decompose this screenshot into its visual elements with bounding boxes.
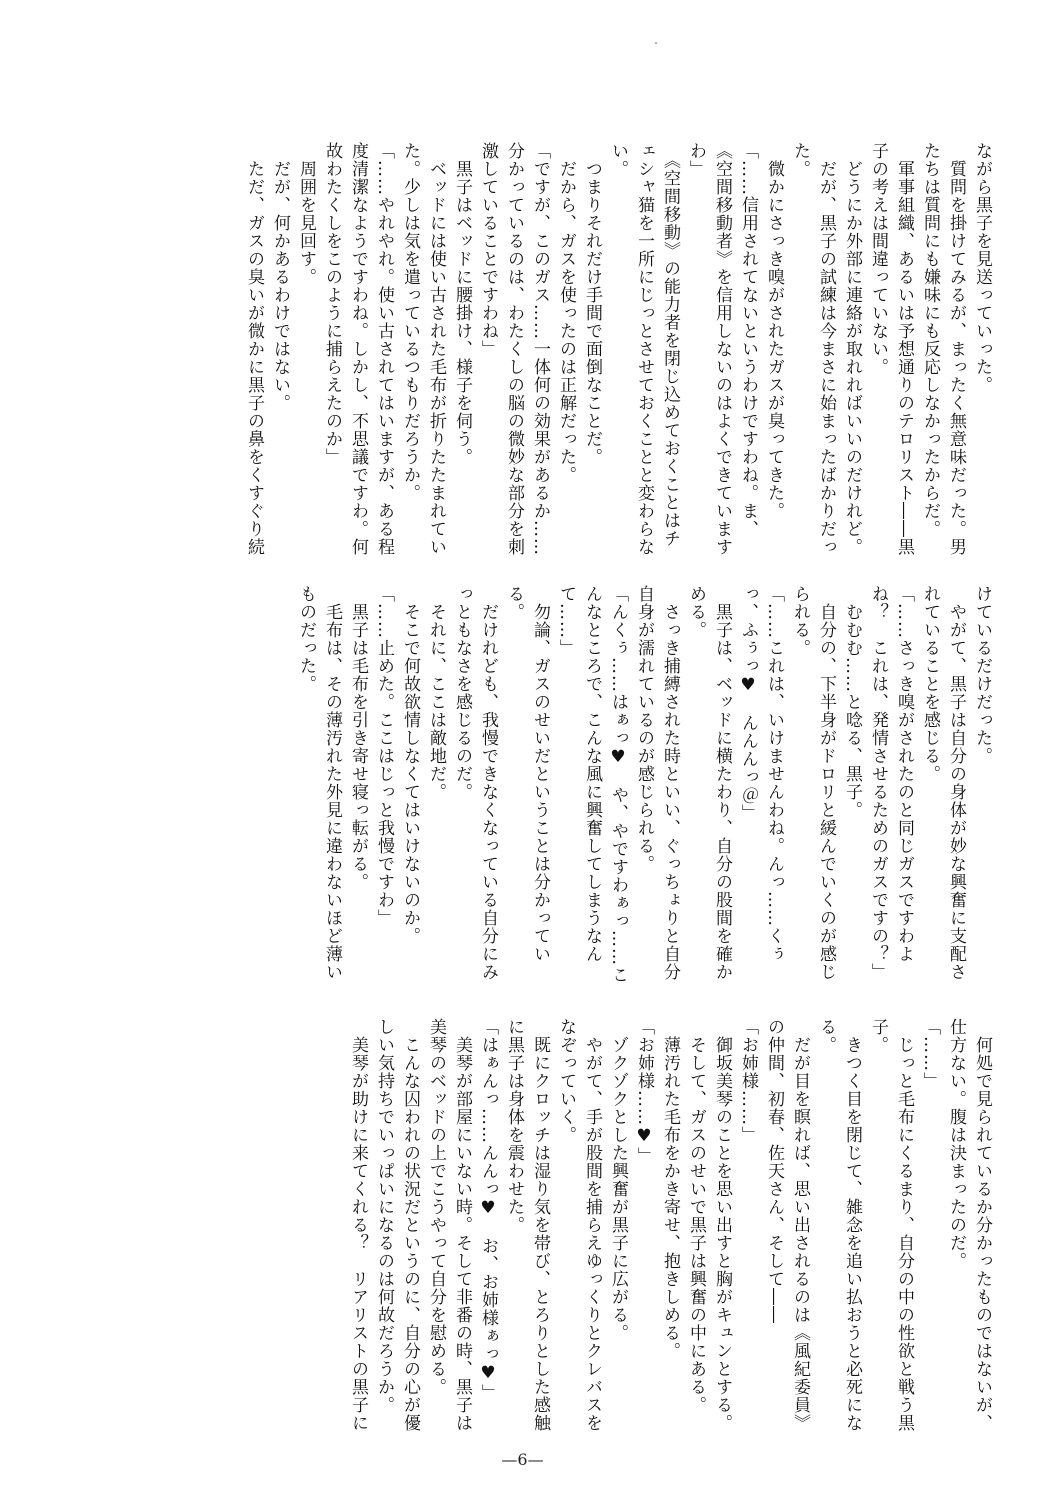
paragraph: どうにか外部に連絡が取れればいいのだけれど。 — [842, 142, 862, 556]
paragraph: 「んくぅ……はぁっ♥ や、やですわぁっ……こんなところで、こんな風に興奮してしまうなんて……」 — [556, 585, 628, 984]
paragraph: 「……信用されてないというわけですわね。ま、《空間移動者》を信用しないのはよくできていますわ」 — [686, 142, 758, 556]
paragraph: 勿論、ガスのせいだということは分かっている。 — [504, 585, 550, 963]
paragraph: やがて、黒子は自分の身体が妙な興奮に支配されていることを感じる。 — [920, 585, 966, 981]
paragraph: 「……これは、いけませんわね。んっ……くぅっ、ふぅっ♥ んんんっ＠」 — [738, 585, 784, 963]
paragraph: じっと毛布にくるまり、自分の中の性欲と戦う黒子。 — [868, 1018, 914, 1432]
paragraph: こんな囚われの状況だというのに、自分の心が優しい気持ちでいっぱいになるのは何故だろうか。 — [374, 1018, 420, 1432]
paragraph: けているだけだった。 — [972, 585, 992, 765]
paragraph: 「……止めた。ここはじっと我慢ですわ」 — [374, 585, 394, 927]
paragraph: 既にクロッチは湿り気を帯び、とろりとした感触に黒子は身体を震わせた。 — [504, 1018, 550, 1432]
paragraph: ベッドには使い古された毛布が折りたたまれていた。少しは気を遣っているつもりだろうか。 — [400, 142, 446, 556]
paragraph: 何処で見られているか分かったものではないが、仕方ない。腹は決まったのだ。 — [946, 1018, 992, 1432]
text-tier-top — [55, 142, 995, 562]
paragraph: 質問を掛けてみるが、まったく無意味だった。男たちは質問にも嫌味にも反応しなかったからだ。 — [920, 142, 966, 556]
paragraph: 毛布は、その薄汚れた外見に違わないほど薄いものだった。 — [296, 585, 342, 981]
paragraph: 「……さっき嗅がされたのと同じガスですわよね？ これは、発情させるためのガスですの？」 — [868, 585, 914, 981]
scan-speck — [655, 42, 657, 44]
paragraph: 黒子はベッドに腰掛け、様子を伺う。 — [452, 142, 472, 466]
paragraph: だから、ガスを使ったのは正解だった。 — [556, 142, 576, 484]
paragraph: 「お姉様……」 — [738, 1018, 758, 1144]
paragraph: 「……」 — [920, 1018, 940, 1090]
paragraph: 黒子は毛布を引き寄せ寝っ転がる。 — [348, 585, 368, 891]
paragraph: むむむ……と唸る、黒子。 — [842, 585, 862, 819]
text-tier-middle — [55, 585, 995, 995]
page-number: —6— — [501, 1450, 544, 1469]
paragraph: だけれども、我慢できなくなっている自分にみっともなさを感じるのだ。 — [452, 585, 498, 981]
paragraph: 微かにさっき嗅がされたガスが臭ってきた。 — [764, 142, 784, 520]
paragraph: 薄汚れた毛布をかき寄せ、抱きしめる。 — [660, 1018, 680, 1360]
paragraph: だが、何かあるわけではない。 — [270, 142, 290, 412]
paragraph: きつく目を閉じて、雑念を追い払おうと必死になる。 — [816, 1018, 862, 1432]
paragraph: つまりそれだけ手間で面倒なことだ。 — [582, 142, 602, 466]
paragraph: 「……やれやれ。使い古されてはいますが、ある程度清潔なようですわね。しかし、不思議ですわ。何故わたくしをこのように捕らえたのか」 — [322, 142, 394, 556]
paragraph: 「ですが、このガス……一体何の効果があるか……分かっているのは、わたくしの脳の微妙な部分を刺激していることですわね」 — [478, 142, 550, 556]
paragraph: やがて、手が股間を捕らえゆっくりとクレバスをなぞっていく。 — [556, 1018, 602, 1432]
paragraph: 《空間移動》の能力者を閉じ込めておくことはチェシャ猫を一所にじっとさせておくことと変わらない。 — [608, 142, 680, 556]
paragraph: ながら黒子を見送っていった。 — [972, 142, 992, 394]
paragraph: だが目を瞑れば、思い出されるのは《風紀委員》の仲間、初春、佐天さん、そして―― — [764, 1018, 810, 1432]
paragraph: 御坂美琴のことを思い出すと胸がキュンとする。 — [712, 1018, 732, 1432]
paragraph: 自分の、下半身がドロリと緩んでいくのが感じられる。 — [790, 585, 836, 981]
paragraph: そして、ガスのせいで黒子は興奮の中にある。 — [686, 1018, 706, 1414]
paragraph: 黒子は、ベッドに横たわり、自分の股間を確かめる。 — [686, 585, 732, 981]
paragraph: だが、黒子の試練は今まさに始まったばかりだった。 — [790, 142, 836, 556]
paragraph: ただ、ガスの臭いが微かに黒子の鼻をくすぐり続 — [244, 142, 264, 556]
paragraph: ゾクゾクとした興奮が黒子に広がる。 — [608, 1018, 628, 1342]
paragraph: 軍事組織、あるいは予想通りのテロリスト――黒子の考えは間違っていない。 — [868, 142, 914, 556]
paragraph: さっき捕縛された時といい、ぐっちょりと自分自身が濡れているのが感じられる。 — [634, 585, 680, 981]
paragraph: 「はぁんっ……んんっ♥ お、お姉様ぁっ♥」 — [478, 1018, 498, 1402]
paragraph: 周囲を見回す。 — [296, 142, 316, 286]
paragraph: 美琴が助けに来てくれる？ リアリストの黒子に — [348, 1018, 368, 1432]
paragraph: そこで何故欲情しなくてはいけないのか。 — [400, 585, 420, 945]
paragraph: それに、ここは敵地だ。 — [426, 585, 446, 801]
text-tier-bottom — [55, 1018, 995, 1438]
paragraph: 美琴が部屋にいない時。そして非番の時、黒子は美琴のベッドの上でこうやって自分を慰める。 — [426, 1018, 472, 1432]
paragraph: 「お姉様……♥」 — [634, 1018, 654, 1165]
